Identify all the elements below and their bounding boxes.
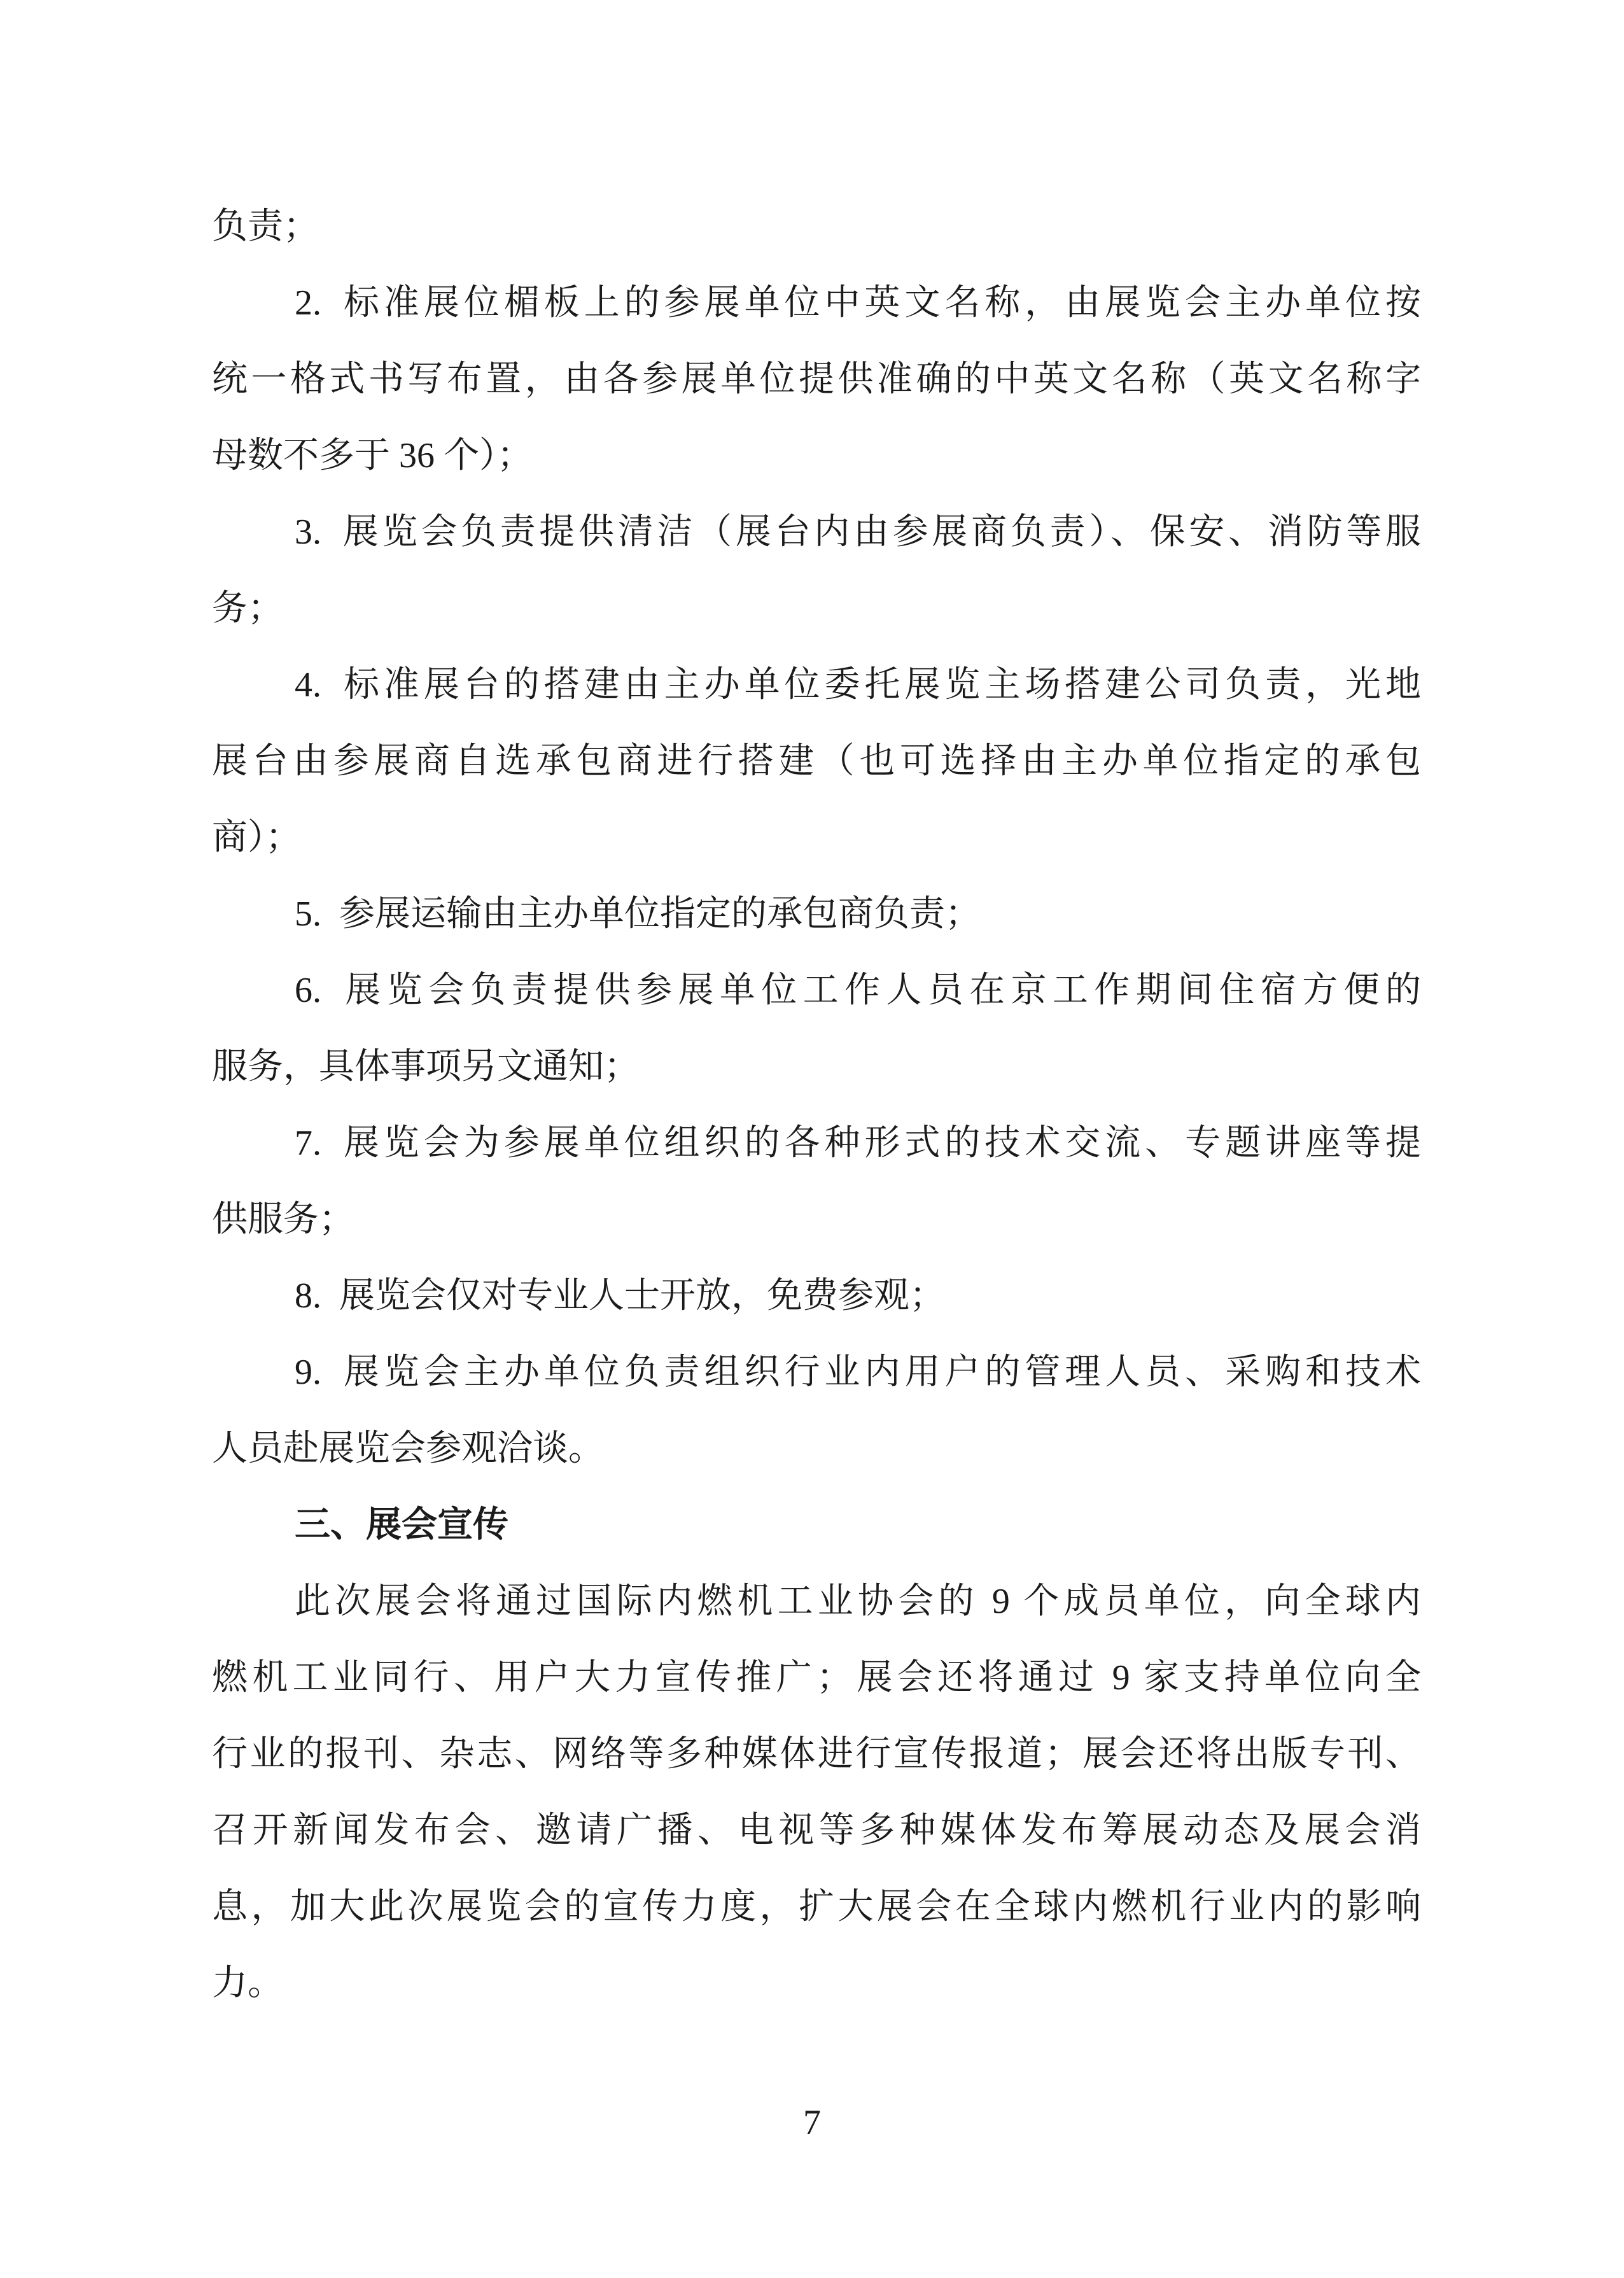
text-line: 人员赴展览会参观洽谈。 (212, 1429, 604, 1468)
text-line: 负责； (212, 207, 319, 246)
section-heading: 三、展会宣传 (295, 1505, 508, 1545)
text-line: 8. 展览会仅对专业人士开放，免费参观； (295, 1276, 945, 1316)
document-body (212, 188, 1421, 2021)
text-line: 服务，具体事项另文通知； (212, 1047, 640, 1086)
text-line: 务； (212, 589, 283, 628)
text-line: 召开新闻发布会、邀请广播、电视等多种媒体发布筹展动态及展会消 (212, 1811, 1421, 1850)
text-line: 供服务； (212, 1200, 354, 1239)
text-line: 展台由参展商自选承包商进行搭建（也可选择由主办单位指定的承包 (212, 742, 1421, 781)
text-line: 母数不多于 36 个）； (212, 436, 533, 475)
text-line: 燃机工业同行、用户大力宣传推广；展会还将通过 9 家支持单位向全 (212, 1658, 1421, 1698)
text-line: 息，加大此次展览会的宣传力度，扩大展会在全球内燃机行业内的影响 (212, 1887, 1421, 1927)
text-line: 此次展会将通过国际内燃机工业协会的 9 个成员单位，向全球内 (295, 1582, 1421, 1621)
text-line: 4. 标准展台的搭建由主办单位委托展览主场搭建公司负责，光地 (295, 665, 1421, 705)
text-line: 行业的报刊、杂志、网络等多种媒体进行宣传报道；展会还将出版专刊、 (212, 1734, 1421, 1774)
text-line: 商）； (212, 818, 301, 857)
text-line: 2. 标准展位楣板上的参展单位中英文名称，由展览会主办单位按 (295, 283, 1421, 323)
text-line: 6. 展览会负责提供参展单位工作人员在京工作期间住宿方便的 (295, 971, 1421, 1010)
text-line: 3. 展览会负责提供清洁（展台内由参展商负责）、保安、消防等服 (295, 512, 1421, 552)
text-line: 7. 展览会为参展单位组织的各种形式的技术交流、专题讲座等提 (295, 1123, 1421, 1163)
text-line: 力。 (212, 1964, 283, 2003)
text-line: 统一格式书写布置，由各参展单位提供准确的中英文名称（英文名称字 (212, 360, 1421, 399)
text-line: 5. 参展运输由主办单位指定的承包商负责； (295, 894, 981, 934)
text-line: 9. 展览会主办单位负责组织行业内用户的管理人员、采购和技术 (295, 1353, 1421, 1392)
page-number: 7 (803, 2103, 821, 2142)
